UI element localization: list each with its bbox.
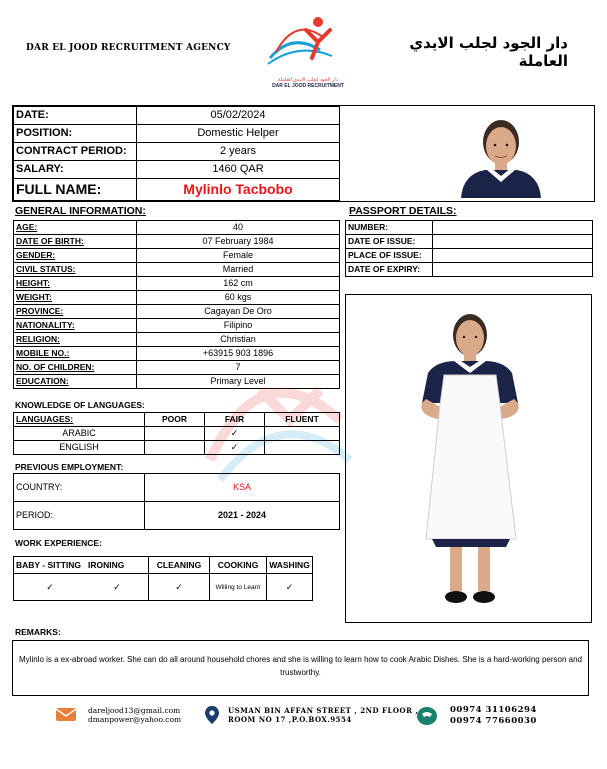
english-fair-check: ✓ <box>205 441 265 455</box>
cleaning-check: ✓ <box>149 574 210 601</box>
agency-logo <box>262 12 354 89</box>
mobile-label: MOBILE NO.: <box>14 347 137 361</box>
period-value: 2021 - 2024 <box>145 502 340 530</box>
dob-value: 07 February 1984 <box>137 235 340 249</box>
issue-place-label: PLACE OF ISSUE: <box>346 249 433 263</box>
headshot-photo <box>455 108 547 198</box>
location-pin-icon <box>204 705 220 725</box>
top-info-table <box>13 106 340 201</box>
table-row <box>346 263 593 277</box>
passport-title: PASSPORT DETAILS: <box>349 205 457 217</box>
issue-date-label: DATE OF ISSUE: <box>346 235 433 249</box>
height-label: HEIGHT: <box>14 277 137 291</box>
english-poor <box>145 441 205 455</box>
poor-header: POOR <box>145 413 205 427</box>
height-value: 162 cm <box>137 277 340 291</box>
work-values-row <box>14 574 313 601</box>
work-header-row <box>14 557 313 574</box>
logo-arabic-text: دار الجود لجلب الايدي العاملة <box>278 77 338 83</box>
full-name-value: Mylinlo Tacbobo <box>137 179 340 201</box>
logo-english-text: DAR EL JOOD RECRUITMENT <box>272 83 344 89</box>
civil-status-label: CIVIL STATUS: <box>14 263 137 277</box>
email-icon <box>55 706 77 723</box>
work-table <box>13 556 313 601</box>
cooking-value: Willing to Learn <box>210 574 267 601</box>
table-row <box>14 441 340 455</box>
address-line-1: USMAN BIN AFFAN STREET , 2ND FLOOR , <box>228 706 419 715</box>
table-row <box>346 235 593 249</box>
dob-label: DATE OF BIRTH: <box>14 235 137 249</box>
table-row <box>14 502 340 530</box>
phone-icon <box>416 706 438 726</box>
table-row <box>14 221 340 235</box>
province-value: Cagayan De Oro <box>137 305 340 319</box>
gender-label: GENDER: <box>14 249 137 263</box>
expiry-date-label: DATE OF EXPIRY: <box>346 263 433 277</box>
footer-emails <box>88 706 181 724</box>
full-body-photo <box>345 294 592 623</box>
footer-address <box>228 706 418 724</box>
position-label: POSITION: <box>14 125 137 143</box>
contract-label: CONTRACT PERIOD: <box>14 143 137 161</box>
mobile-value: +63915 903 1896 <box>137 347 340 361</box>
phone-1[interactable]: 00974 31106294 <box>450 705 537 715</box>
civil-status-value: Married <box>137 263 340 277</box>
fluent-header: FLUENT <box>265 413 340 427</box>
general-info-title: GENERAL INFORMATION: <box>15 205 146 217</box>
position-row <box>14 125 340 143</box>
footer-phones <box>450 705 537 727</box>
education-label: EDUCATION: <box>14 375 137 389</box>
arabic-poor <box>145 427 205 441</box>
expiry-date-value <box>433 263 593 277</box>
remarks-title: REMARKS: <box>15 627 61 637</box>
children-label: NO. OF CHILDREN: <box>14 361 137 375</box>
date-value: 05/02/2024 <box>137 107 340 125</box>
remarks-text: Mylinlo is a ex-abroad worker. She can do all around household chores and she is willing to learn how to cook Arabic Dishes. She is a hard-working person and trustworthy. <box>12 640 589 696</box>
phone-2[interactable]: 00974 77660030 <box>450 716 537 726</box>
agency-name: DAR EL JOOD RECRUITMENT AGENCY <box>26 43 231 53</box>
ironing-check: ✓ <box>86 574 149 601</box>
country-value: KSA <box>145 474 340 502</box>
washing-check: ✓ <box>267 574 313 601</box>
languages-title: KNOWLEDGE OF LANGUAGES: <box>15 400 145 410</box>
children-value: 7 <box>137 361 340 375</box>
religion-value: Christian <box>137 333 340 347</box>
arabic-fluent <box>265 427 340 441</box>
washing-header: WASHING <box>267 557 313 574</box>
table-row <box>14 277 340 291</box>
arabic-title: دار الجود لجلب الايدي العاملة <box>409 34 568 70</box>
table-row <box>14 235 340 249</box>
babysitting-check: ✓ <box>14 574 87 601</box>
email-1[interactable]: dareljood13@gmail.com <box>88 706 181 715</box>
name-row <box>14 179 340 201</box>
salary-row <box>14 161 340 179</box>
languages-header: LANGUAGES: <box>14 413 145 427</box>
nationality-value: Filipino <box>137 319 340 333</box>
education-value: Primary Level <box>137 375 340 389</box>
passport-number-label: NUMBER: <box>346 221 433 235</box>
date-label: DATE: <box>14 107 137 125</box>
full-name-label: FULL NAME: <box>14 179 137 201</box>
address-line-2: ROOM NO 17 ,P.O.BOX.9554 <box>228 715 352 724</box>
salary-value: 1460 QAR <box>137 161 340 179</box>
religion-label: RELIGION: <box>14 333 137 347</box>
work-title: WORK EXPERIENCE: <box>15 538 102 548</box>
table-row <box>346 249 593 263</box>
passport-table <box>345 220 593 277</box>
position-value: Domestic Helper <box>137 125 340 143</box>
language-english: ENGLISH <box>14 441 145 455</box>
ironing-header: IRONING <box>86 557 149 574</box>
logo-icon <box>262 12 354 72</box>
weight-label: WEIGHT: <box>14 291 137 305</box>
languages-header-row <box>14 413 340 427</box>
table-row <box>14 249 340 263</box>
period-label: PERIOD: <box>14 502 145 530</box>
province-label: PROVINCE: <box>14 305 137 319</box>
fair-header: FAIR <box>205 413 265 427</box>
table-row <box>14 474 340 502</box>
country-label: COUNTRY: <box>14 474 145 502</box>
english-fluent <box>265 441 340 455</box>
table-row <box>346 221 593 235</box>
date-row <box>14 107 340 125</box>
issue-place-value <box>433 249 593 263</box>
nationality-label: NATIONALITY: <box>14 319 137 333</box>
email-2[interactable]: dmanpower@yahoo.com <box>88 715 182 724</box>
cleaning-header: CLEANING <box>149 557 210 574</box>
cooking-header: COOKING <box>210 557 267 574</box>
watermark-logo <box>200 310 360 500</box>
age-label: AGE: <box>14 221 137 235</box>
arabic-fair-check: ✓ <box>205 427 265 441</box>
employment-title: PREVIOUS EMPLOYMENT: <box>15 462 124 472</box>
table-row <box>14 263 340 277</box>
table-row <box>14 427 340 441</box>
contract-value: 2 years <box>137 143 340 161</box>
passport-number-value <box>433 221 593 235</box>
employment-table <box>13 473 340 530</box>
salary-label: SALARY: <box>14 161 137 179</box>
languages-table <box>13 412 340 455</box>
issue-date-value <box>433 235 593 249</box>
contract-row <box>14 143 340 161</box>
table-row <box>14 291 340 305</box>
gender-value: Female <box>137 249 340 263</box>
weight-value: 60 kgs <box>137 291 340 305</box>
babysitting-header: BABY - SITTING <box>14 557 87 574</box>
age-value: 40 <box>137 221 340 235</box>
language-arabic: ARABIC <box>14 427 145 441</box>
